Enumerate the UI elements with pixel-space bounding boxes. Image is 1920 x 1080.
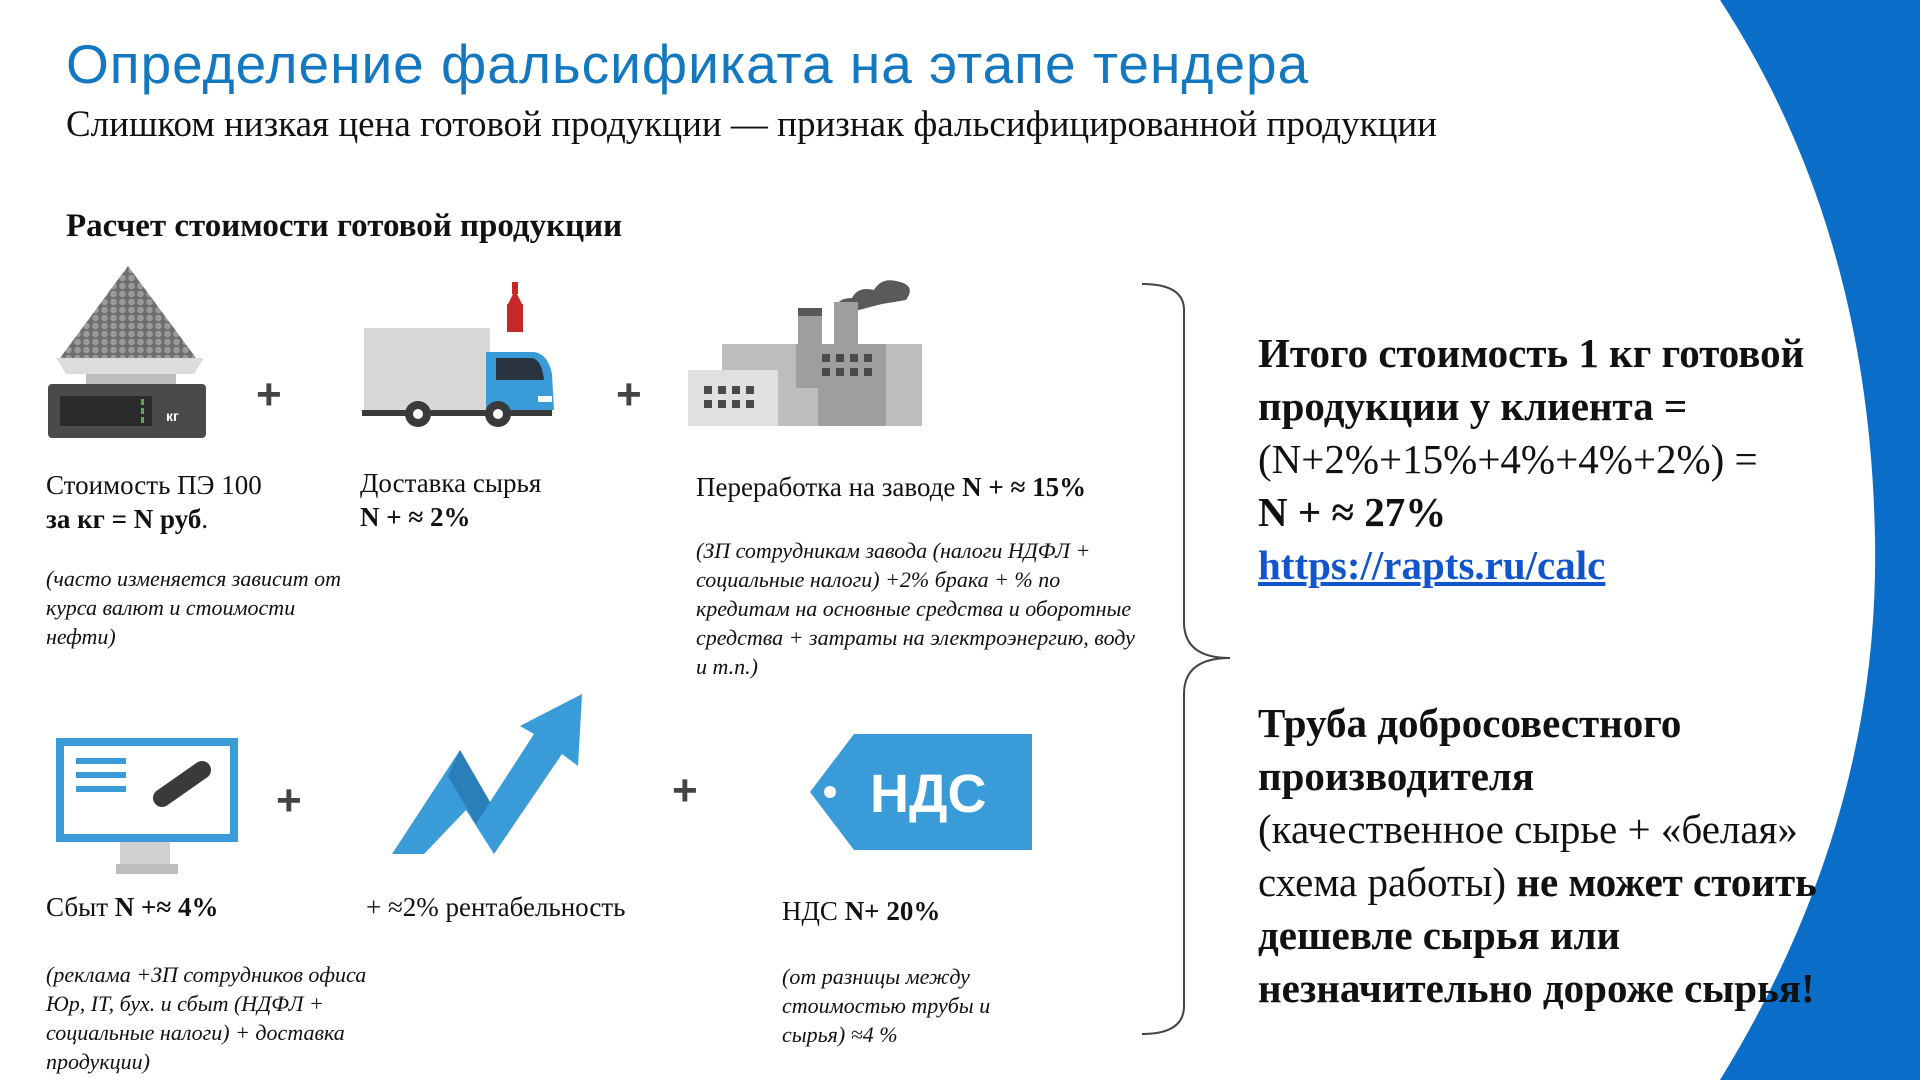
- item-label-value: N+ 20%: [844, 896, 941, 926]
- item-label-line: Доставка сырья: [360, 468, 542, 498]
- page-subtitle: Слишком низкая цена готовой продукции — признак фальсифицированной продукции: [66, 104, 1437, 145]
- item-delivery-label: [360, 466, 620, 534]
- plus-sign: +: [256, 370, 282, 419]
- calculator-link[interactable]: https://rapts.ru/calc: [1258, 542, 1606, 588]
- monitor-icon: [56, 736, 240, 874]
- pipe-condition: (качественное сырье + «белая» схема работы): [1258, 806, 1798, 905]
- factory-icon: [686, 258, 922, 426]
- total-block: [1258, 327, 1818, 592]
- pipe-conclusion: не может стоить дешевле сырья или незначительно дороже сырья!: [1258, 859, 1817, 1011]
- item-profitability-label: + ≈2% рентабельность: [366, 892, 626, 922]
- item-label-value: N + ≈ 2%: [360, 502, 471, 532]
- growth-arrow-icon: [390, 694, 586, 854]
- item-raw-material-note: (часто изменяется зависит от курса валют и стоимости нефти): [46, 566, 341, 649]
- item-raw-material-label: [46, 468, 366, 536]
- truck-icon: [362, 282, 556, 430]
- item-vat-label: [782, 894, 940, 928]
- item-label-line: Стоимость ПЭ 100: [46, 470, 262, 500]
- pipe-statement: [1258, 697, 1818, 1015]
- curly-brace: [1140, 282, 1230, 1036]
- plus-sign: +: [672, 766, 698, 815]
- total-formula: (N+2%+15%+4%+4%+2%) =: [1258, 436, 1758, 482]
- item-sales-note: (реклама +ЗП сотрудников офиса Юр, IT, бух. и сбыт (НДФЛ + социальные налоги) + доставка продукции): [46, 962, 367, 1074]
- item-vat-note: (от разницы между стоимостью трубы и сырья) ≈4 %: [782, 964, 991, 1047]
- total-result: N + ≈ 27%: [1258, 489, 1447, 535]
- section-title: Расчет стоимости готовой продукции: [66, 208, 623, 244]
- vat-tag-text: НДС: [870, 764, 987, 824]
- item-label-value: N +≈ 4%: [114, 892, 219, 922]
- vat-tag-icon: [810, 734, 1032, 850]
- scale-unit-label: кг: [166, 408, 179, 424]
- item-label-line: Переработка на заводе: [696, 472, 963, 502]
- item-sales-label: [46, 890, 218, 924]
- item-processing-label: [696, 470, 1176, 504]
- item-label-value: N + ≈ 15%: [962, 472, 1087, 502]
- item-processing-note: (ЗП сотрудникам завода (налоги НДФЛ + социальные налоги) +2% брака + % по кредитам на основные средства и оборотные средства + затраты на электроэнергию, воду и т.п.): [696, 538, 1135, 679]
- item-label-line: Сбыт: [46, 892, 115, 922]
- plus-sign: +: [276, 776, 302, 825]
- item-label-value: за кг = N руб: [46, 504, 202, 534]
- item-label-line: НДС: [782, 896, 845, 926]
- page-title: Определение фальсификата на этапе тендера: [66, 33, 1310, 95]
- scale-icon: [46, 266, 216, 438]
- plus-sign: +: [616, 370, 642, 419]
- item-label-suffix: .: [201, 504, 209, 534]
- total-heading: Итого стоимость 1 кг готовой продукции у клиента =: [1258, 330, 1805, 429]
- pipe-heading: Труба добросовестного производителя: [1258, 700, 1682, 799]
